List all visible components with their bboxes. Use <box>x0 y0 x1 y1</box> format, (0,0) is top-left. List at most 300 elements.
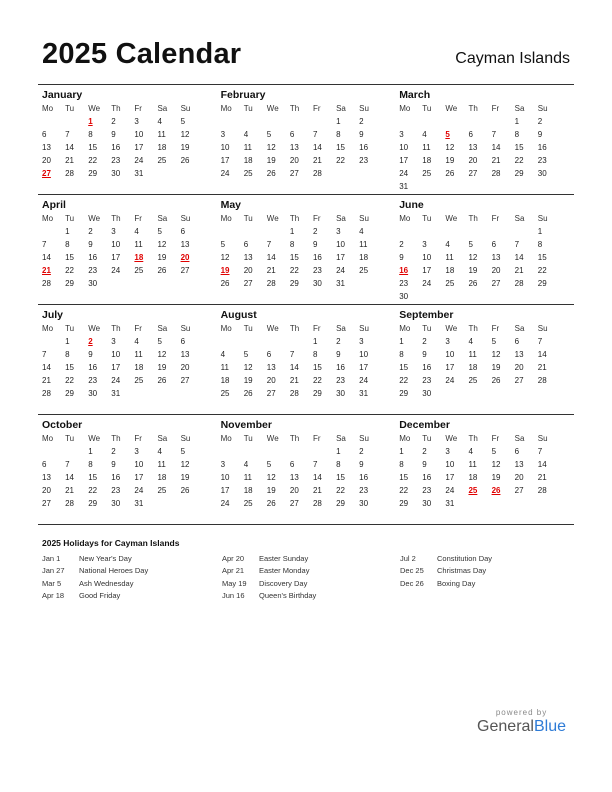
day-cell: 1 <box>65 227 70 236</box>
day-cell: 5 <box>266 460 272 469</box>
day-cell: 25 <box>220 389 230 398</box>
day-cell: 3 <box>422 240 427 249</box>
day-cell <box>492 115 515 128</box>
week-row <box>42 335 217 348</box>
day-cell: 10 <box>134 130 144 139</box>
week-row <box>221 445 396 458</box>
day-cell: 18 <box>243 486 253 495</box>
day-cell: 22 <box>88 486 98 495</box>
day-cell: 8 <box>289 240 295 249</box>
holiday-day: 26 <box>491 486 501 495</box>
month-november <box>217 415 396 524</box>
holiday-date: Apr 18 <box>42 590 65 600</box>
day-cell <box>515 290 538 303</box>
day-cell: 7 <box>65 130 70 139</box>
day-cell: 8 <box>514 130 520 139</box>
day-cell: 6 <box>180 227 186 236</box>
day-cell: 10 <box>445 350 455 359</box>
day-cell: 20 <box>514 473 524 482</box>
day-cell: 15 <box>65 363 74 372</box>
day-cell: 21 <box>42 376 51 385</box>
month-september <box>395 305 574 414</box>
day-cell: 19 <box>491 473 501 482</box>
week-row <box>221 264 396 277</box>
day-cell: 23 <box>336 376 345 385</box>
day-cell: 14 <box>289 363 299 372</box>
week-row <box>399 374 574 387</box>
month-name: June <box>399 199 424 211</box>
day-cell: 30 <box>537 169 547 178</box>
day-cell: 5 <box>220 240 226 249</box>
day-cell <box>157 167 180 180</box>
week-row <box>399 154 574 167</box>
day-cell: 8 <box>312 350 318 359</box>
day-cell: 29 <box>65 279 74 288</box>
holiday-day: 21 <box>42 266 51 275</box>
day-cell: 25 <box>468 376 478 385</box>
weekday-label: We <box>445 324 458 333</box>
day-cell <box>267 445 290 458</box>
day-cell: 9 <box>537 130 543 139</box>
day-cell: 10 <box>111 240 121 249</box>
day-cell: 5 <box>157 227 162 236</box>
day-cell: 8 <box>399 460 404 469</box>
weekday-header <box>42 102 217 115</box>
day-cell: 13 <box>491 253 501 262</box>
day-cell: 28 <box>491 169 501 178</box>
day-cell: 9 <box>399 253 404 262</box>
month-name: November <box>220 419 272 431</box>
day-cell: 19 <box>243 376 253 385</box>
day-cell: 21 <box>514 266 524 275</box>
day-cell: 30 <box>312 279 322 288</box>
day-cell: 30 <box>336 389 345 398</box>
day-cell: 14 <box>491 143 501 152</box>
weekday-label: Tu <box>422 104 432 113</box>
day-cell <box>111 277 134 290</box>
day-cell: 10 <box>399 143 409 152</box>
month-july <box>38 305 217 414</box>
week-row <box>399 445 574 458</box>
weekday-label: Su <box>537 104 548 113</box>
weekday-label: We <box>266 434 279 443</box>
week-row <box>42 458 217 471</box>
day-cell: 18 <box>359 253 369 262</box>
week-row <box>221 167 396 180</box>
weekday-label: Su <box>537 324 548 333</box>
day-cell: 16 <box>422 473 432 482</box>
week-row <box>399 225 574 238</box>
day-cell: 9 <box>422 350 427 359</box>
weekday-label: Su <box>180 104 191 113</box>
weekday-label: We <box>445 434 458 443</box>
holiday-name: Good Friday <box>79 590 121 600</box>
day-cell: 23 <box>359 156 369 165</box>
week-row <box>42 277 217 290</box>
day-cell: 20 <box>468 156 478 165</box>
day-cell: 7 <box>537 447 543 456</box>
weekday-label: Fr <box>312 324 321 333</box>
day-cell: 26 <box>243 389 253 398</box>
week-row <box>221 348 396 361</box>
weekday-label: We <box>88 434 101 443</box>
day-cell <box>42 335 65 348</box>
day-cell <box>290 335 313 348</box>
week-row <box>399 251 574 264</box>
holiday-name: Boxing Day <box>437 578 476 588</box>
day-cell: 12 <box>180 460 190 469</box>
weekday-header <box>221 432 396 445</box>
holiday-date: Dec 26 <box>400 578 424 588</box>
day-cell: 12 <box>491 350 501 359</box>
weekday-label: Th <box>289 214 300 223</box>
day-cell: 15 <box>336 143 345 152</box>
weekday-label: Tu <box>65 104 75 113</box>
day-cell <box>538 290 561 303</box>
day-cell: 31 <box>134 499 144 508</box>
week-row <box>399 471 574 484</box>
holiday-date: Dec 25 <box>400 566 424 576</box>
day-cell <box>445 180 468 193</box>
week-row <box>42 167 217 180</box>
day-cell: 14 <box>537 350 547 359</box>
holiday-name: Ash Wednesday <box>79 578 134 588</box>
day-cell: 27 <box>180 376 190 385</box>
day-cell: 29 <box>514 169 524 178</box>
holiday-name: Queen's Birthday <box>259 590 317 600</box>
day-cell: 25 <box>134 376 144 385</box>
weekday-label: Fr <box>312 104 321 113</box>
day-cell: 12 <box>243 363 253 372</box>
weekday-label: Su <box>359 324 369 333</box>
holiday-name: Constitution Day <box>437 554 493 563</box>
day-cell: 8 <box>88 460 93 469</box>
day-cell: 22 <box>88 156 98 165</box>
week-row <box>42 361 217 374</box>
weekday-label: We <box>445 104 458 113</box>
day-cell: 5 <box>468 240 473 249</box>
day-cell: 7 <box>312 130 318 139</box>
day-cell: 2 <box>336 337 341 346</box>
day-cell: 27 <box>180 266 190 275</box>
day-cell: 11 <box>134 350 143 359</box>
day-cell: 27 <box>289 169 299 178</box>
day-cell <box>221 115 244 128</box>
logo-blue: Blue <box>533 718 566 735</box>
holiday-name: National Heroes Day <box>79 566 149 576</box>
holiday-item <box>42 590 148 602</box>
day-cell <box>42 225 65 238</box>
day-cell: 23 <box>88 376 98 385</box>
day-cell: 13 <box>289 473 299 482</box>
day-cell: 26 <box>157 376 167 385</box>
day-cell: 4 <box>157 117 162 126</box>
day-cell: 27 <box>468 169 478 178</box>
day-cell: 13 <box>180 240 190 249</box>
day-cell: 26 <box>445 169 455 178</box>
day-cell: 9 <box>312 240 318 249</box>
day-cell: 1 <box>88 447 93 456</box>
day-cell: 20 <box>266 376 276 385</box>
weekday-label: Sa <box>157 324 168 333</box>
weekday-header <box>42 322 217 335</box>
day-cell: 7 <box>491 130 497 139</box>
day-cell: 14 <box>312 143 322 152</box>
day-cell: 18 <box>468 363 478 372</box>
day-cell: 19 <box>180 143 190 152</box>
holiday-item <box>400 553 492 565</box>
weekday-label: Mo <box>399 214 411 223</box>
day-cell: 5 <box>491 337 497 346</box>
month-name: September <box>399 309 454 321</box>
day-cell: 24 <box>220 169 230 178</box>
weekday-label: Th <box>111 104 121 113</box>
weekday-label: We <box>445 214 458 223</box>
day-cell: 13 <box>514 350 524 359</box>
day-cell <box>538 387 561 400</box>
month-name: May <box>220 199 242 211</box>
calendar-row <box>38 414 574 525</box>
day-cell: 18 <box>422 156 432 165</box>
day-cell: 3 <box>399 130 404 139</box>
day-cell: 26 <box>180 156 190 165</box>
day-cell: 22 <box>336 486 345 495</box>
day-cell: 4 <box>359 227 364 236</box>
day-cell <box>445 290 468 303</box>
day-cell <box>134 387 157 400</box>
week-row <box>42 115 217 128</box>
day-cell: 28 <box>312 499 322 508</box>
day-cell: 16 <box>111 473 121 482</box>
day-cell: 23 <box>399 279 409 288</box>
day-cell <box>468 387 491 400</box>
day-cell: 8 <box>65 350 70 359</box>
day-cell: 7 <box>514 240 520 249</box>
day-cell <box>65 115 88 128</box>
month-december <box>395 415 574 524</box>
day-cell: 11 <box>422 143 431 152</box>
day-cell: 13 <box>266 363 276 372</box>
weekday-label: Fr <box>134 104 142 113</box>
holiday-date: Jul 2 <box>400 554 416 563</box>
week-row <box>221 335 396 348</box>
week-row <box>399 141 574 154</box>
month-name: August <box>220 309 257 321</box>
weekday-label: Fr <box>134 324 142 333</box>
day-cell <box>221 445 244 458</box>
day-cell: 13 <box>42 473 51 482</box>
day-cell: 15 <box>65 253 74 262</box>
week-row <box>221 374 396 387</box>
day-cell: 25 <box>359 266 369 275</box>
day-cell: 14 <box>266 253 276 262</box>
day-cell <box>492 225 515 238</box>
day-cell: 11 <box>359 240 368 249</box>
day-cell <box>221 225 244 238</box>
day-cell <box>267 225 290 238</box>
day-cell: 14 <box>42 253 51 262</box>
day-cell: 26 <box>180 486 190 495</box>
weekday-label: Tu <box>422 434 432 443</box>
day-cell: 23 <box>111 156 121 165</box>
weekday-label: We <box>266 214 279 223</box>
weekday-label: Mo <box>42 104 54 113</box>
day-cell: 10 <box>220 143 230 152</box>
holiday-date: Mar 5 <box>42 578 62 588</box>
day-cell: 12 <box>180 130 190 139</box>
day-cell: 15 <box>399 363 409 372</box>
day-cell: 17 <box>220 156 230 165</box>
week-row <box>221 387 396 400</box>
day-cell: 2 <box>422 447 427 456</box>
day-cell: 9 <box>88 240 93 249</box>
day-cell: 2 <box>88 227 93 236</box>
day-cell: 4 <box>422 130 427 139</box>
week-row <box>399 128 574 141</box>
week-row <box>42 128 217 141</box>
month-name: February <box>220 89 266 101</box>
holiday-name: Discovery Day <box>259 578 308 588</box>
day-cell: 28 <box>42 389 51 398</box>
weekday-label: Su <box>537 434 548 443</box>
holidays-column-2 <box>222 553 316 602</box>
powered-by-text: powered by <box>495 708 548 717</box>
holiday-item <box>42 565 148 577</box>
day-cell: 24 <box>445 376 455 385</box>
day-cell: 2 <box>537 117 543 126</box>
day-cell: 3 <box>134 447 139 456</box>
day-cell: 29 <box>399 499 409 508</box>
day-cell: 31 <box>134 169 144 178</box>
day-cell: 21 <box>65 486 74 495</box>
weekday-label: Fr <box>491 214 500 223</box>
day-cell: 7 <box>312 460 318 469</box>
weekday-label: Fr <box>491 104 500 113</box>
day-cell: 31 <box>359 389 369 398</box>
week-row <box>221 458 396 471</box>
weekday-label: Fr <box>312 434 321 443</box>
day-cell: 12 <box>445 143 455 152</box>
holiday-day: 18 <box>134 253 144 262</box>
month-name: December <box>399 419 450 431</box>
day-cell: 13 <box>243 253 253 262</box>
weekday-header <box>399 102 574 115</box>
day-cell <box>244 335 267 348</box>
holiday-item <box>222 565 316 577</box>
day-cell: 25 <box>422 169 432 178</box>
month-january <box>38 85 217 194</box>
day-cell: 9 <box>359 130 364 139</box>
branding <box>477 708 566 736</box>
holiday-name: Christmas Day <box>437 566 487 576</box>
day-cell: 4 <box>243 460 249 469</box>
holiday-date: Jun 16 <box>222 590 245 600</box>
weekday-header <box>399 322 574 335</box>
weekday-label: Th <box>289 104 300 113</box>
day-cell: 16 <box>312 253 322 262</box>
week-row <box>42 141 217 154</box>
weekday-label: Tu <box>243 434 253 443</box>
week-row <box>221 154 396 167</box>
week-row <box>42 374 217 387</box>
day-cell: 18 <box>157 143 167 152</box>
weekday-label: Sa <box>514 324 525 333</box>
day-cell: 29 <box>88 499 98 508</box>
weekday-label: Fr <box>312 214 321 223</box>
day-cell: 23 <box>359 486 369 495</box>
calendar-row <box>38 304 574 414</box>
month-name: March <box>399 89 431 101</box>
holiday-day: 2 <box>88 337 93 346</box>
weekday-label: Tu <box>65 324 75 333</box>
day-cell: 22 <box>336 156 345 165</box>
day-cell: 1 <box>289 227 295 236</box>
weekday-label: Th <box>468 214 478 223</box>
generalblue-logo[interactable] <box>477 718 566 736</box>
day-cell: 3 <box>134 117 139 126</box>
holiday-date: May 19 <box>222 578 247 588</box>
week-row <box>399 387 574 400</box>
day-cell: 18 <box>445 266 455 275</box>
day-cell: 14 <box>42 363 51 372</box>
day-cell <box>445 225 468 238</box>
weekday-label: We <box>88 324 101 333</box>
week-row <box>399 115 574 128</box>
day-cell: 13 <box>289 143 299 152</box>
day-cell: 23 <box>312 266 322 275</box>
day-cell: 31 <box>111 389 121 398</box>
day-cell: 4 <box>445 240 450 249</box>
day-cell: 11 <box>445 253 454 262</box>
weekday-label: Sa <box>336 104 346 113</box>
holiday-name: Easter Monday <box>259 566 310 576</box>
day-cell <box>267 115 290 128</box>
day-cell: 19 <box>157 363 167 372</box>
day-cell <box>468 290 491 303</box>
week-row <box>42 471 217 484</box>
day-cell: 7 <box>42 350 47 359</box>
day-cell: 10 <box>359 350 369 359</box>
weekday-label: Mo <box>399 324 411 333</box>
week-row <box>399 238 574 251</box>
week-row <box>399 335 574 348</box>
day-cell: 14 <box>312 473 322 482</box>
day-cell: 5 <box>243 350 249 359</box>
week-row <box>42 497 217 510</box>
holiday-day: 19 <box>220 266 230 275</box>
day-cell: 18 <box>134 363 144 372</box>
day-cell <box>445 387 468 400</box>
weekday-label: Fr <box>491 434 500 443</box>
day-cell: 27 <box>266 389 276 398</box>
holiday-day: 25 <box>468 486 478 495</box>
day-cell <box>244 445 267 458</box>
day-cell: 12 <box>266 473 276 482</box>
day-cell: 22 <box>289 266 299 275</box>
day-cell: 17 <box>445 473 455 482</box>
day-cell: 6 <box>289 460 295 469</box>
week-row <box>221 141 396 154</box>
day-cell: 8 <box>399 350 404 359</box>
day-cell: 29 <box>336 499 345 508</box>
day-cell: 21 <box>537 473 547 482</box>
day-cell <box>181 387 204 400</box>
country-name: Cayman Islands <box>455 50 570 67</box>
day-cell: 20 <box>289 486 299 495</box>
day-cell: 15 <box>312 363 322 372</box>
week-row <box>399 458 574 471</box>
holiday-date: Jan 27 <box>42 566 65 576</box>
